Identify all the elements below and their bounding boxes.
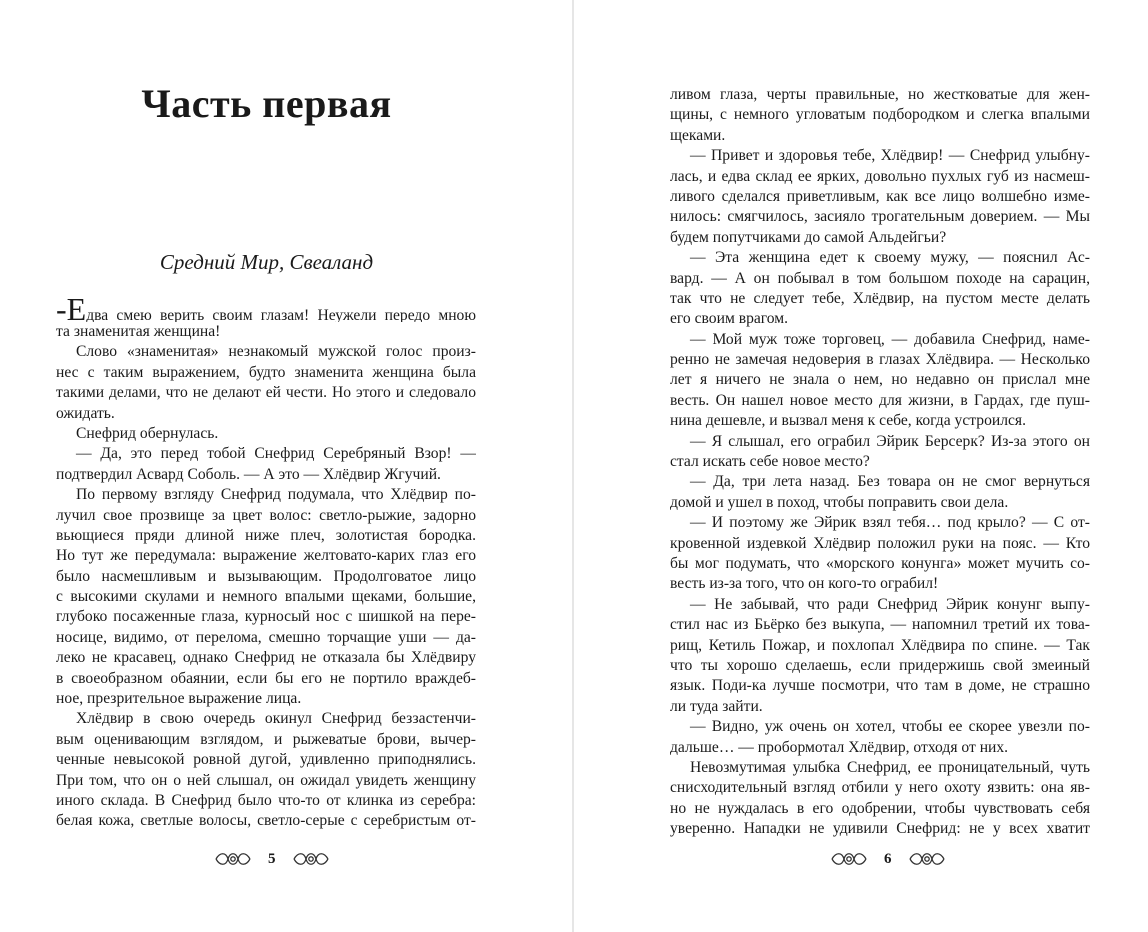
text-line: — Привет и здоровья тебе, Хлёдвир! — Снефрид улыбну- [690, 147, 1090, 165]
text-line: что ты хорошо сделаешь, если придержишь свой змеиный [670, 656, 1090, 674]
text-line: Невозмутимая улыбка Снефрид, ее проницательный, чуть [690, 758, 1090, 776]
text-line: ченные невысокой ровной дугой, удивленно приподнялись. [56, 751, 476, 769]
text-line: вым оценивающим взглядом, и рыжеватые брови, вычер- [56, 730, 476, 748]
text-line: кровенной издевкой Хлёдвир положил руки на пояс. — Кто [670, 534, 1090, 552]
text-line: подтвердил Асвард Соболь. — А это — Хлёдвир Жгучий. [56, 465, 441, 483]
text-line: было насмешливым и вызывающим. Продолговатое лицо [56, 567, 476, 585]
text-line [56, 296, 476, 322]
text-line: Снефрид обернулась. [76, 424, 219, 442]
text-line: вард. — А он побывал в том большом походе на сарацин, [670, 269, 1090, 287]
text-line: Но тут же передумала: выражение желтовато-карих глаз его [56, 547, 476, 565]
text-line: такими делами, что не делают ей чести. Но этого и следовало [56, 384, 476, 402]
text-line: весть. Он нашел новое место для жизни, в Гардах, где пуш- [670, 391, 1090, 409]
text-line: его своим врагом. [670, 310, 789, 328]
knotwork-ornament-icon [292, 849, 330, 869]
text-line: ливого сделался приветливым, как все лицо волшебно изме- [670, 187, 1090, 205]
text-line: стил нас из Бьёрко без выкупа, — напомнил третий их това- [670, 616, 1090, 634]
text-line: ное, презрительное выражение лица. [56, 690, 302, 708]
text-line: стал искать себе новое место? [670, 453, 870, 471]
text-line: ожидать. [56, 404, 115, 422]
text-line: рищ, Кетиль Пожар, и похлопал Хлёдвира по спине. — Так [670, 636, 1090, 654]
text-line: — Эта женщина едет к своему мужу, — пояснил Ас- [690, 249, 1090, 267]
text-line: уверенно. Нападки не удивили Снефрид: не у всех хватит [670, 820, 1090, 838]
text-line: лучил свое прозвище за цвет волос: светло-рыжие, задорно [56, 506, 476, 524]
text-line: — И поэтому же Эйрик взял тебя… под крыло? — С от- [690, 514, 1090, 532]
text-line: — Да, это перед тобой Снефрид Серебряный Взор! — [76, 445, 476, 463]
page-number: 6 [884, 850, 892, 867]
drop-cap-letter: -Е [56, 296, 87, 322]
text-line: вьющиеся пряди длиной ниже плеч, золотистая бородка. [56, 526, 476, 544]
text-line: нилось: смягчилось, засияло трогательным доверием. — Мы [670, 208, 1090, 226]
text-line: иного склада. В Снефрид было что-то от клинка из серебра: [56, 791, 476, 809]
knotwork-ornament-icon [908, 849, 946, 869]
chapter-subtitle: Средний Мир, Свеаланд [159, 250, 374, 274]
text-line: — Не забывай, что ради Снефрид Эйрик конунг выпу- [690, 595, 1090, 613]
chapter-title: Часть первая [141, 81, 392, 126]
text-line: — Да, три лета назад. Без товара он не смог вернуться [690, 473, 1090, 491]
page-number-footer [830, 846, 946, 872]
text-line: дальше… — пробормотал Хлёдвир, отходя от них. [670, 738, 1009, 756]
text-line-rest: два смею верить своим глазам! Неужели передо мною [86, 307, 476, 322]
page-number: 5 [268, 850, 276, 867]
text-line: щеками. [670, 126, 726, 144]
left-page-text [56, 296, 476, 832]
knotwork-ornament-icon [830, 849, 868, 869]
right-page [574, 0, 1148, 932]
text-line: с высокими скулами и немного впалыми щеками, большие, [56, 588, 476, 606]
text-line: носице, видимо, от перелома, смешно торчащие уши — да- [56, 628, 476, 646]
text-line: весть из-за того, что он кого-то ограбил! [670, 575, 939, 593]
page-number-footer [214, 846, 330, 872]
text-line: ли туда зайти. [670, 697, 763, 715]
text-line: домой и ушел в поход, чтобы поправить свои дела. [670, 493, 1009, 511]
left-page [0, 0, 573, 932]
text-line: в своеобразном обаянии, если бы его не портило враждеб- [56, 669, 476, 687]
text-line: — Я слышал, его ограбил Эйрик Берсерк? Из-за этого он [690, 432, 1090, 450]
text-line: но не нуждалась в его одобрении, чтобы чувствовать себя [670, 799, 1090, 817]
text-line: леко не красавец, однако Снефрид не отказала бы Хлёдвиру [56, 649, 476, 667]
text-line: язык. Поди-ка лучше посмотри, что там в доме, не страшно [670, 677, 1090, 695]
text-line: лась, и едва склад ее ярких, довольно пухлых губ из насмеш- [670, 167, 1090, 185]
text-line: — Мой муж тоже торговец, — добавила Снефрид, наме- [690, 330, 1090, 348]
text-line: щины, с немного угловатым подбородком и слегка впалыми [670, 106, 1090, 124]
text-line: При том, что он о ней слышал, он ожидал увидеть женщину [56, 771, 476, 789]
text-line: ренно не замечая недоверия в глазах Хлёдвира. — Несколько [670, 351, 1090, 369]
text-line: снисходительный взгляд отбили у него охоту язвить: она яв- [670, 779, 1090, 797]
text-line: так что не следует тебе, Хлёдвир, на пустом месте делать [670, 289, 1090, 307]
knotwork-ornament-icon [214, 849, 252, 869]
text-line: будем попутчиками до самой Альдейгьи? [670, 228, 947, 246]
text-line: нина дешевле, и вызвал меня к себе, когда устроился. [670, 412, 1026, 430]
text-line: По первому взгляду Снефрид подумала, что Хлёдвир по- [76, 486, 476, 504]
text-line: та знаменитая женщина! [56, 323, 221, 340]
text-line: лет я ничего не знала о нем, но недавно он прислал мне [670, 371, 1090, 389]
text-line: Хлёдвир в свою очередь окинул Снефрид беззастенчи- [76, 710, 476, 728]
right-page-text [670, 85, 1090, 839]
text-line: нес с таким выражением, будто знаменита женщина была [56, 363, 476, 381]
text-line: глубоко посаженные глаза, курносый нос с шишкой на пере- [56, 608, 476, 626]
text-line: — Видно, уж очень он хотел, чтобы ее скорее увезли по- [690, 718, 1090, 736]
text-line: ливом глаза, черты правильные, но жестковатые для жен- [670, 86, 1090, 103]
text-line: Слово «знаменитая» незнакомый мужской голос произ- [76, 343, 476, 361]
text-line: бы мог подумать, что «морского конунга» может мучить со- [670, 554, 1090, 572]
text-line: белая кожа, светлые волосы, светло-серые с серебристым от- [56, 812, 476, 830]
